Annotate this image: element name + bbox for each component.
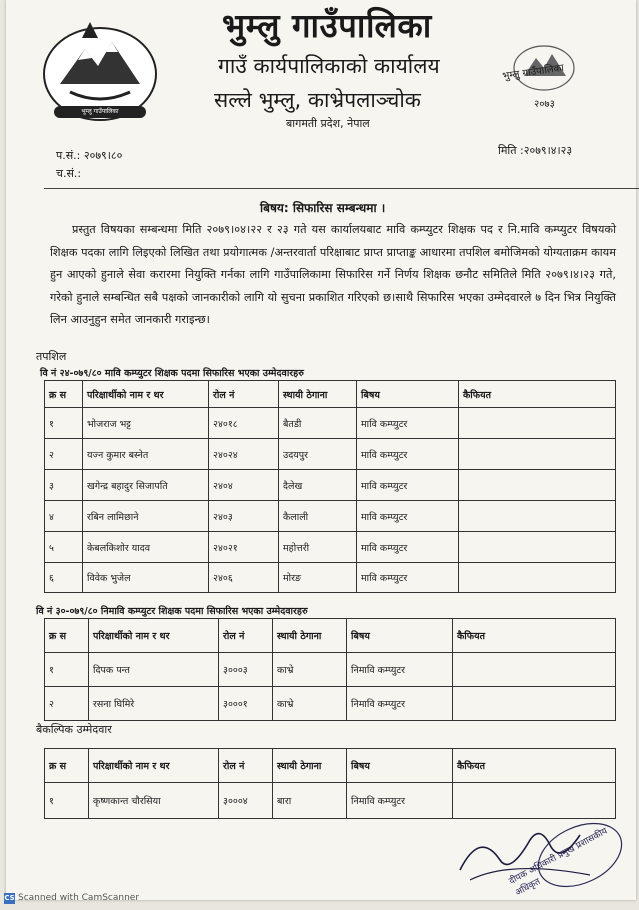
cell [459, 532, 616, 563]
col-header-address: स्थायी ठेगाना [279, 381, 357, 408]
cell: निमावि कम्प्युटर [347, 653, 453, 687]
table-row [45, 408, 616, 439]
cell: कृष्णकान्त चौरसिया [89, 783, 219, 819]
cell [459, 501, 616, 532]
col-header-roll: रोल नं [209, 381, 279, 408]
office-address: सल्ले भुम्लु, काभ्रेपलाञ्चोक [214, 88, 421, 112]
cell: १ [45, 408, 83, 439]
col-header-name: परिक्षार्थीको नाम र थर [83, 381, 209, 408]
col-header-remarks: कैफियत [453, 619, 616, 653]
col-header-remarks: कैफियत [459, 381, 616, 408]
col-header-roll: रोल नं [219, 619, 273, 653]
cell: मावि कम्प्युटर [357, 532, 459, 563]
table-row [45, 532, 616, 563]
cell: रबिन लामिछाने [83, 501, 209, 532]
col-header-sn: क्र स [45, 381, 83, 408]
cell: २४०१८ [209, 408, 279, 439]
document-date: मिति :२०७९।४।२३ [498, 144, 573, 157]
cell: मावि कम्प्युटर [357, 470, 459, 501]
col-header-name: परिक्षार्थीको नाम र थर [89, 619, 219, 653]
cell: ३०००४ [219, 783, 273, 819]
alternate-candidates-label: बैकल्पिक उम्मेदवार [36, 723, 112, 736]
col-header-sn: क्र स [45, 619, 89, 653]
cell: २ [45, 439, 83, 470]
camscanner-icon: CS [4, 894, 15, 902]
cell: यज्न कुमार बस्नेत [83, 439, 209, 470]
cell [459, 439, 616, 470]
cell: उदयपुर [279, 439, 357, 470]
table1-caption: वि नं २४-०७९/८० मावि कम्प्युटर शिक्षक पदमा सिफारिस भएका उम्मेदवारहरु [40, 368, 304, 379]
cell: मावि कम्प्युटर [357, 408, 459, 439]
reference-number: प.सं.: २०७९।८० [56, 149, 123, 162]
table-row [45, 470, 616, 501]
table-header-row [45, 749, 616, 783]
cell: ५ [45, 532, 83, 563]
cell: रसना घिमिरे [89, 687, 219, 721]
cell: केबलकिशोर यादव [83, 532, 209, 563]
cell: १ [45, 653, 89, 687]
table-row [45, 439, 616, 470]
cell: २४०२४ [209, 439, 279, 470]
dispatch-number: च.सं.: [56, 167, 82, 180]
col-header-roll: रोल नं [219, 749, 273, 783]
seal-year: २०७३ [534, 99, 555, 110]
header-divider [44, 188, 639, 189]
municipality-name: भुम्लु गाउँपालिका [222, 6, 432, 45]
cell: २४०२१ [209, 532, 279, 563]
watermark-text: Scanned with CamScanner [18, 893, 140, 903]
seal-text: भुम्लु गाउँपालिका [501, 62, 565, 83]
logo-caption: भुम्लु गाउँपालिका [81, 108, 119, 115]
cell: भोजराज भट्ट [83, 408, 209, 439]
details-label: तपशिल [36, 350, 67, 363]
camscanner-watermark [4, 893, 139, 904]
cell: २४०३ [209, 501, 279, 532]
cell: मोरङ [279, 563, 357, 593]
col-header-address: स्थायी ठेगाना [273, 749, 347, 783]
cell: ३०००३ [219, 653, 273, 687]
cell [453, 687, 616, 721]
cell [459, 563, 616, 593]
table-row [45, 563, 616, 593]
cell: ४ [45, 501, 83, 532]
table2-caption: वि नं ३०-०७९/८० निमावि कम्प्युटर शिक्षक पदमा सिफारिस भएका उम्मेदवारहरु [36, 606, 308, 617]
col-header-subject: बिषय [347, 749, 453, 783]
cell: ३ [45, 470, 83, 501]
cell: निमावि कम्प्युटर [347, 783, 453, 819]
table-row [45, 501, 616, 532]
col-header-address: स्थायी ठेगाना [273, 619, 347, 653]
table-row [45, 687, 616, 721]
cell: मावि कम्प्युटर [357, 563, 459, 593]
cell: मावि कम्प्युटर [357, 501, 459, 532]
col-header-remarks: कैफियत [453, 749, 616, 783]
cell: बैतडी [279, 408, 357, 439]
cell: दिपक पन्त [89, 653, 219, 687]
cell: निमावि कम्प्युटर [347, 687, 453, 721]
province-name: बागमती प्रदेश, नेपाल [286, 117, 370, 130]
cell [453, 653, 616, 687]
cell: ६ [45, 563, 83, 593]
cell: खगेन्द्र बहादुर सिजापति [83, 470, 209, 501]
col-header-sn: क्र स [45, 749, 89, 783]
cell: महोत्तरी [279, 532, 357, 563]
cell: २४०४ [209, 470, 279, 501]
cell: काभ्रे [273, 687, 347, 721]
cell: ३०००१ [219, 687, 273, 721]
lower-secondary-teacher-table [44, 618, 616, 721]
cell: विवेक भुजेल [83, 563, 209, 593]
cell: काभ्रे [273, 653, 347, 687]
table-header-row [45, 619, 616, 653]
cell: कैलाली [279, 501, 357, 532]
cell: मावि कम्प्युटर [357, 439, 459, 470]
cell: २ [45, 687, 89, 721]
secondary-teacher-table [44, 380, 616, 593]
cell: २४०६ [209, 563, 279, 593]
table-row [45, 653, 616, 687]
subject-line: बिषय: सिफारिस सम्बन्धमा । [260, 201, 386, 215]
cell: १ [45, 783, 89, 819]
cell: दैलेख [279, 470, 357, 501]
officer-stamp-text: दीपक अधिकारी प्रमुख प्रशासकीय अधिकृत [507, 826, 610, 899]
cell [459, 470, 616, 501]
notice-body: प्रस्तुत विषयका सम्बन्धमा मिति २०७९।०४।२२ र २३ गते यस कार्यालयबाट मावि कम्प्युटर शिक्षक पद र नि.मावि कम्प्युटर विषयको शिक्षक पदका लागि लिइएको लिखित तथा प्रयोगात्मक /अन्तरवार्ता परिक्षाबाट प्राप्त प्राप्ताङ्क आधारमा तपशिल बमोजिमको योग्यताक्रम कायम हुन आएको हुनाले सेवा करारमा नियुक्ति गर्नका लागि गाउँपालिकामा सिफारिस गर्ने निर्णय शिक्षक छनौट समितिले मिति २०७९।४।२३ गते, गरेको हुनाले सम्बन्धित सबै पक्षको जानकारीको लागि यो सुचना प्रकाशित गरिएको छ।साथै सिफारिस भएका उम्मेदवारले ७ दिन भित्र नियुक्ति लिन आउनुहुन समेत जानकारी गराइन्छ। [50, 223, 616, 326]
cell [459, 408, 616, 439]
office-name: गाउँ कार्यपालिकाको कार्यालय [218, 54, 440, 78]
col-header-name: परिक्षार्थीको नाम र थर [89, 749, 219, 783]
col-header-subject: बिषय [357, 381, 459, 408]
table-header-row [45, 381, 616, 408]
col-header-subject: बिषय [347, 619, 453, 653]
cell: बारा [273, 783, 347, 819]
